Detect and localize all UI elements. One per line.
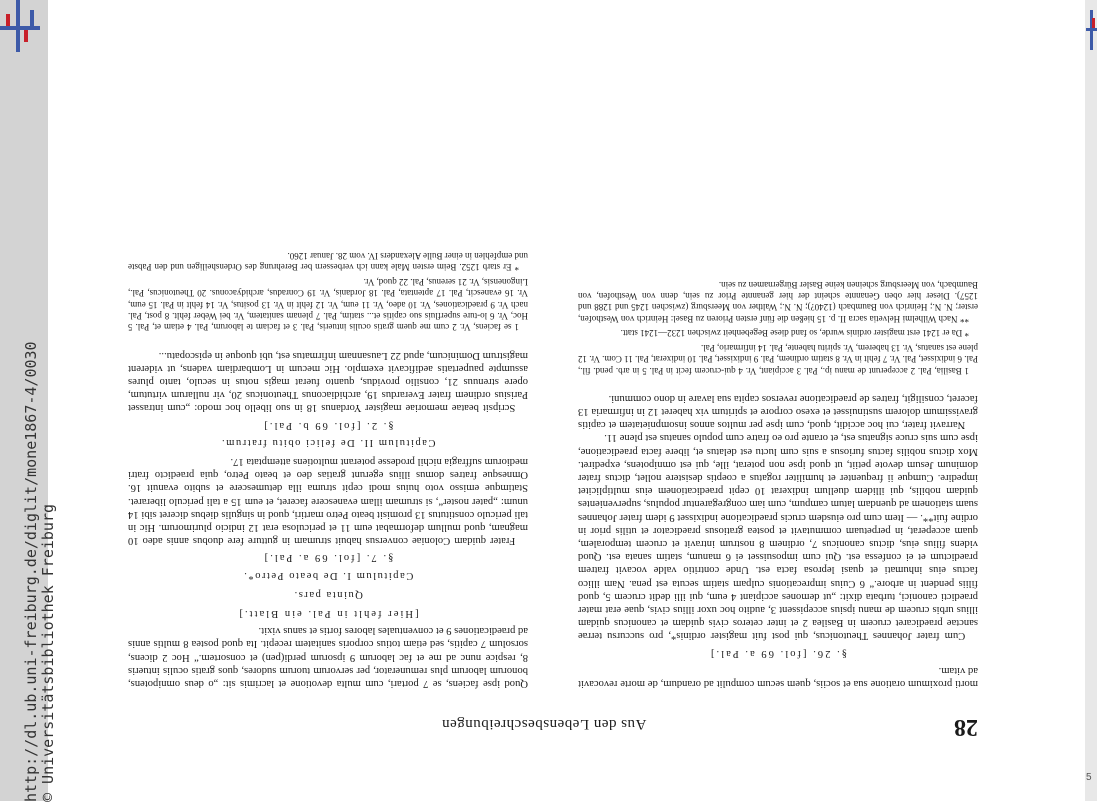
paragraph: Narravit frater, cui hoc accidit, quod, cum ipse per multos annos insompnietatem et capitis gravissimum dolorem sustinuisset et exeso corpore et spiritum vix haberet 12 in infirmaria 13 faceret, consiligit, fratres de praedicatione reversos capita sua lavare in dono communi. bbox=[578, 392, 978, 431]
page-number: 28 bbox=[954, 714, 978, 740]
watermark bbox=[0, 0, 57, 802]
text-column-right-side bbox=[578, 275, 978, 690]
paragraph: Cum frater Johannes Theutonicus, qui post fuit magister ordinis*, pro succursu terrae sanctae praedicaret crucem in Basilea 2 et inter ceteros civis quidam et canonicus quidam illius urbis crucem de manu ipsius accepissent 3, audito hoc uxor illius civis, quae erat mater praedicti canonici, turbata dixit: „ut demones accipiant 4 eum, qui illi dedit crucem 5, quod filiis pendent in arbore.“ 6 Cuius imprecationis culpam statim secuta est pena. Nam illico factus eius inhumati et quasi leprosa facta est. Unde contritio valde vocavit fratrem praedictum et ei confessa est. Qui cum imposuisset ei 6 manum, statim sanata est. Quod videns filius eius, dictus canonicus 7, ordinem 8 nostrum intravit et crucem temporalem, quam acceperat, in perpetuam commutavit et postea gratiosus praedicator et utilis prior in ordine fuit**. — Item cum pro eiusdem crucis praedicatione indixisset 9 idem frater Johannes suam stationem ad quendam latum campum, cum iam congregarentur populus, supervenientes quidam nobilis, qui illidem duellum indixerat 10 cepit praedicationem eius multiplicitet impedire. Cumque ii frequenter et humiliter rogatus a coeptis desistere nollet, dictus frater dominum Jesum devote petiit, ut quod ipse non poterat, ille, qui est omnipotens, expediret. Mox dictus nobilis factus furiosus a suis cum luctu est delatus et, libere facta praedicatione, ipse cum suis cruce signatus est, et orante pro eo fratre cum populo sanatus est plene 11. bbox=[578, 432, 978, 642]
footnote: 1 se faciens, Vr. 2 cum me quem gratis oculis intueris, Pal. 3 et faciam te laborum, Pal. 4 etiam et, Pal. 5 Hoc, Vr. 6 lo-ture superfluis suo capitis et... statim, Pal. 7 plenam sanitatem, Vr. bei Weber fehlt. 8 post, Pal. nach Vr. 9 praedicationes, Vr. 10 adeo, Vr. 11 eum, Vr. 12 fehlt in Vr. 13 positus, Vr. 14 fehlt in Pal. 15 eum, Vr. 16 evanescit, Pal. 17 aptentata, Pal. 18 Jordanis, Vr. 19 Conradus, archidyaconus. 20 Theutonicus, Pal., Lingonensis, Vr. 21 serenus, Pal. 22 quod, Vr. bbox=[128, 276, 528, 333]
chapter-heading: Capitulum II. De felici obitu fratrum. bbox=[220, 436, 436, 448]
library-logo-small-icon bbox=[1086, 10, 1097, 50]
chapter-heading: Capitulum I. De beato Petro*. bbox=[242, 569, 414, 581]
chapter-subheading: §. 2. [fol. 69 b. Pal.] bbox=[262, 419, 394, 431]
running-head: Aus den Lebensbeschreibungen bbox=[441, 716, 647, 732]
footnote: * Er starb 1252. Beim ersten Male kann ich verbessern ber Berehrung des Ordensheiligen und den Pabste und empfehlen in einer Bulle Alexanders IV. vom 28. Januar 1260. bbox=[128, 250, 528, 273]
paragraph: Quod ipse faciens, se 7 portari, cum multa devotione et lacrimis sit: „o deus omnipotens, bonorum laborum plus remunerator, per servorum tuorum sudores, quos gratis oculis intueris 8, respice nunc ad me et fac laborum 9 ipsorum perdi(pen) et consortem.“ Hoc 2 dicens, sorsolum 7 capitis, sed etiam totius corporis sanitatem recepit. Ita quod postea 8 multis annis ad praedicationes 9 et conventuales labores fortis et sanus vixit. bbox=[128, 625, 528, 689]
footnotes bbox=[128, 249, 528, 332]
text-column-left-side bbox=[128, 246, 528, 690]
scanned-page bbox=[110, 70, 978, 740]
paragraph: Scripsit beatae memoriae magister Yordanus 18 in suo libello hoc modo: „cum intrasset Parisius ordinem frater Everardus 19, archidiaconus Theutonicus 20, vir nullarum virtutum, opere strenuus 21, consilio providus, quanto fuerat magis notus in seculo, tanto plures assumpte paupertatis aedificavit exemplo. Hic mecum in Lombardiam vadens, ut viderent magistrum Dominicum, apud 22 Lausannam infirmatus est, ubi quoque in episcopatu... bbox=[128, 349, 528, 414]
footnote: * Da er 1241 erst magister ordinis wurde, so fand diese Begebenheit zwischen 1232—1241 statt. bbox=[620, 328, 969, 339]
section-ref: §. 26. [fol. 69 a. Pal.] bbox=[708, 647, 848, 659]
viewer-right-bar bbox=[1085, 0, 1097, 801]
chapter-subheading: §. 7. [fol. 69 a. Pal.] bbox=[262, 552, 394, 564]
page-header bbox=[110, 700, 978, 740]
editor-note: [Hier fehlt in Pal. ein Blatt.] bbox=[237, 607, 419, 619]
section-title: Quinta pars. bbox=[293, 588, 363, 600]
watermark-url[interactable]: http://dl.ub.uni-freiburg.de/diglit/mone1867-4/0030 bbox=[22, 341, 40, 802]
watermark-copyright: © Universitätsbibliothek Freiburg bbox=[39, 503, 57, 802]
edge-mark: 5 bbox=[1086, 772, 1092, 783]
footnote: ** Nach Wilhelmi Helvetia sacra II. p. 15 hießen die fünf ersten Prioren zu Basel: Heinrich von Westhofen, erster; N. N.; Heinrich von Baumbach (1240?); N. N.; Walther von Meersburg (zwischen 1245 und 1288 und 1257). Dieser hier oben Genannte scheint der hier genannte Prior zu sein, denn von Westhofen, von Baumbach, von Meersburg scheinen keine Basler Bürgernamen zu sein. bbox=[578, 279, 978, 324]
paragraph: Frater quidam Coloniae conversus habuit strumam in gutture fere duobus annis adeo 10 magnam, quod mullum deformabat eum 11 et periculosa erat 12 indicio plurimorum. Hic in tali periculo constitutus 13 promisit beato Petro martiri, quod in singulis diebus diceret sibi 14 unum: „pater noster“, si strumam illam evanescere faceret, et eum 15 a tali periculo liberaret. Statimque emisso voto huius modi cepit struma illa detumescere et subito evanuit 16. Omnesque fratres domus illius egerunt gratias deo et beato Petro, quia praedicto fratri mediorum suffragia nichil prodesse poterant multotiens attemptata 17. bbox=[128, 455, 528, 547]
footnote: 1 Basilia, Pal. 2 acceperunt de manu ip., Pal. 3 accipiant, Vr. 4 qui-crucem fecit in Pal. 5 in arb. pend. fil., Pal. 6 indixisset, Pal. Vr. 7 fehlt in Vr. 8 statim ordinem, Pal. 9 indixisset, Pal. 10 indixerat, Pal. 11 Com. Vr. 12 plene est sanatus, Vr. 13 haberem, Vr. spiritu habente, Pal. 14 infirmario, Pal. bbox=[578, 342, 978, 376]
footnotes bbox=[578, 278, 978, 375]
paragraph: morti proximum oratione sua et sociis, quem secum compulit ad orandum, de morte revocavit ad vitam. bbox=[578, 664, 978, 689]
